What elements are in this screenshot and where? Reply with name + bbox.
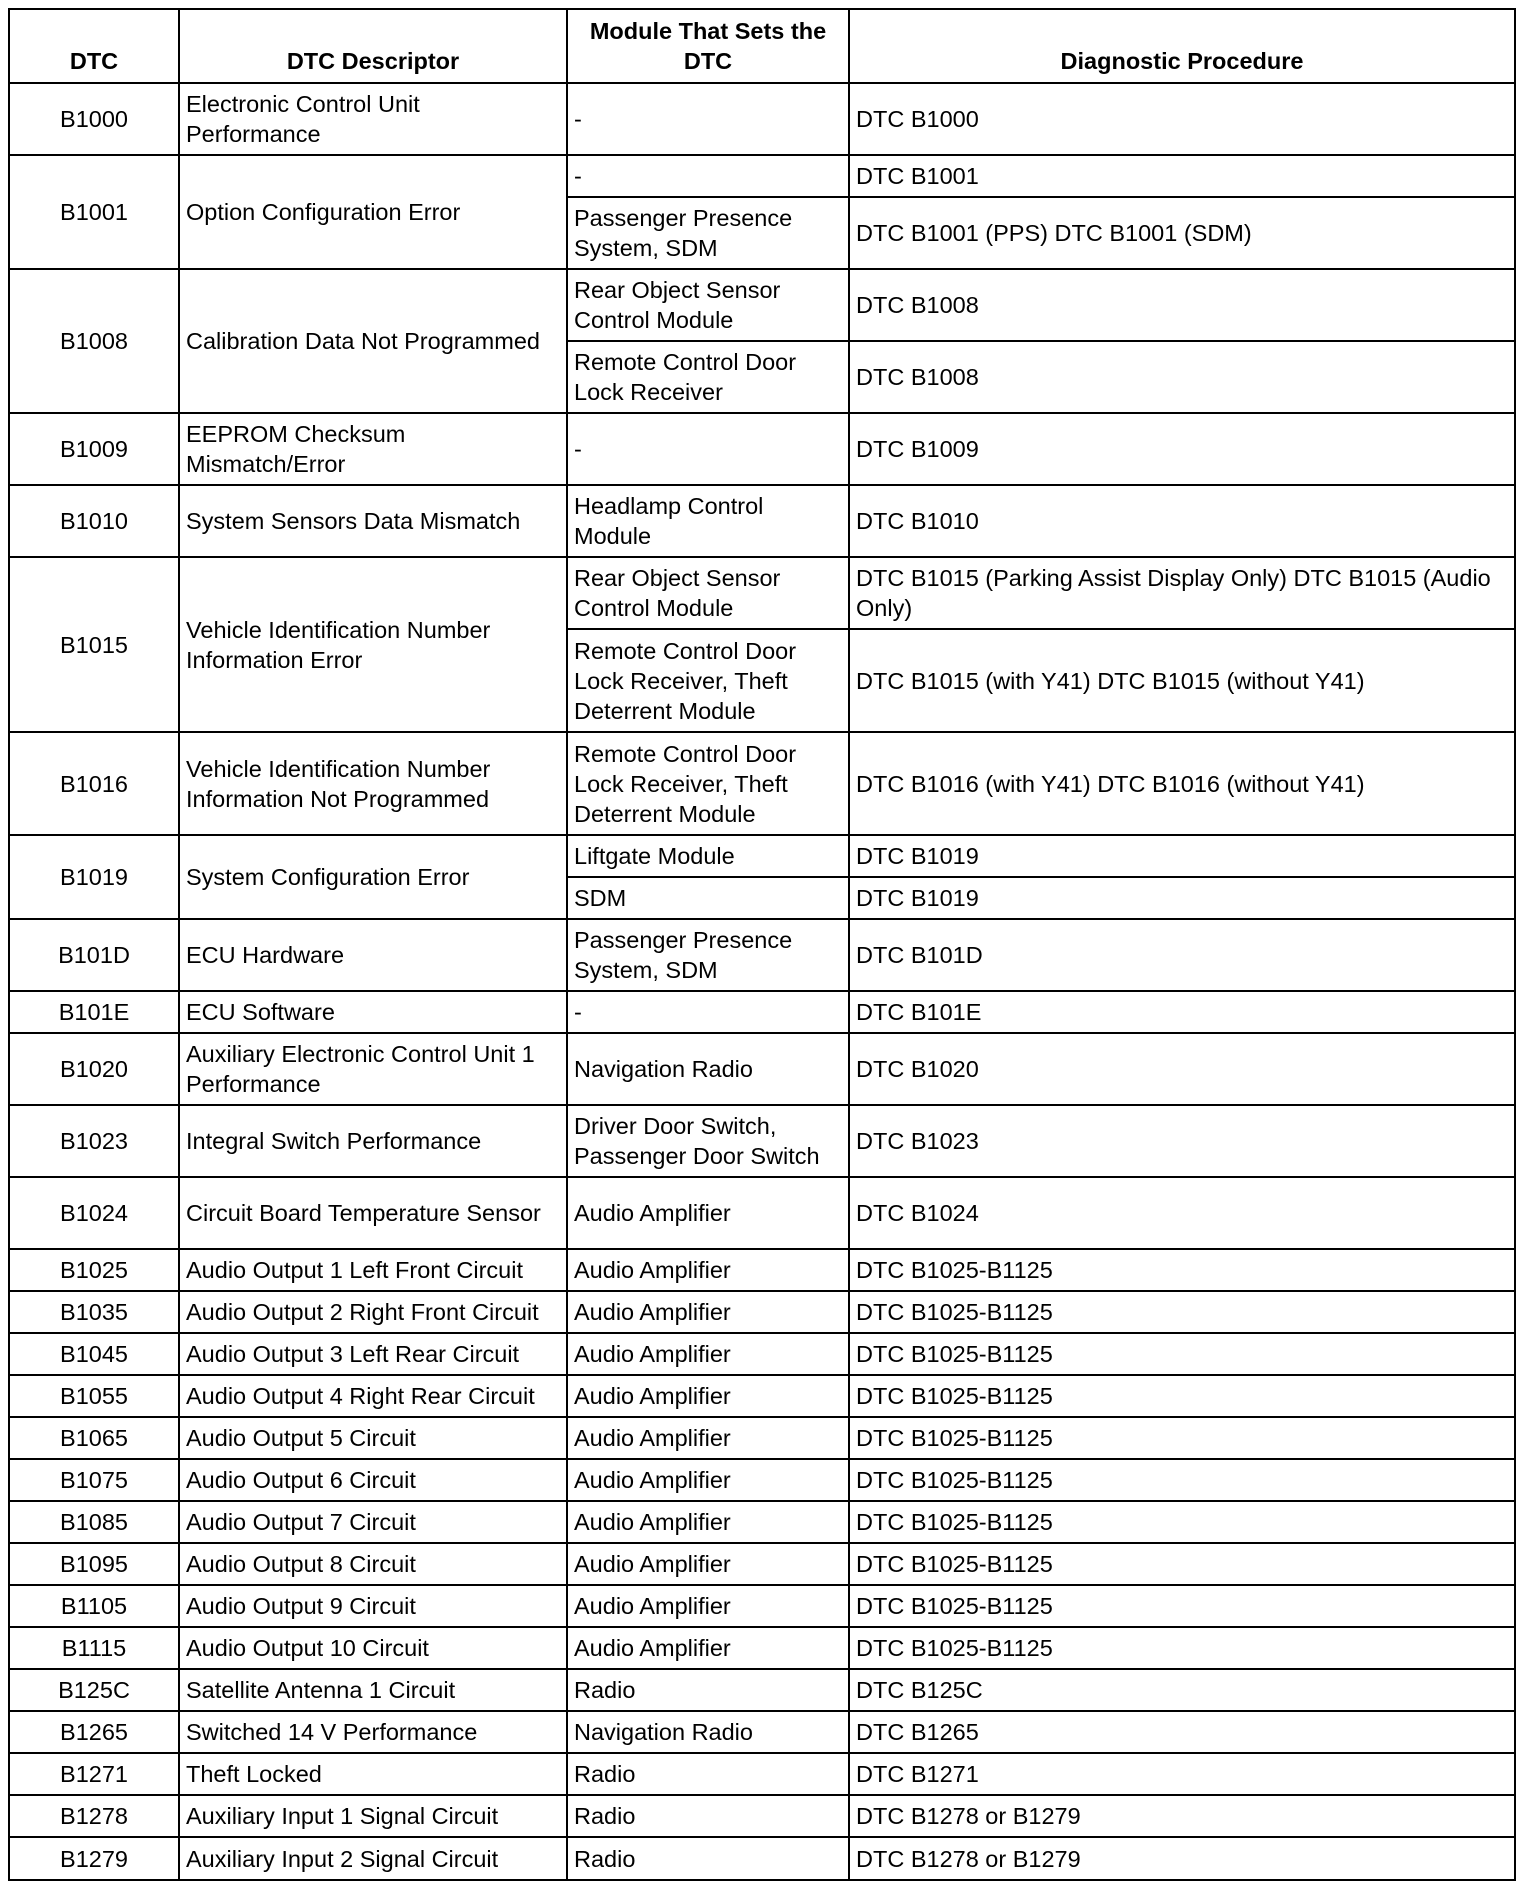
dtc-descriptor: Auxiliary Input 1 Signal Circuit — [179, 1795, 567, 1837]
dtc-code: B1019 — [9, 835, 179, 919]
header-procedure: Diagnostic Procedure — [849, 9, 1515, 83]
header-descriptor: DTC Descriptor — [179, 9, 567, 83]
dtc-code: B1000 — [9, 83, 179, 155]
dtc-descriptor: Audio Output 1 Left Front Circuit — [179, 1249, 567, 1291]
header-dtc: DTC — [9, 9, 179, 83]
dtc-code: B1075 — [9, 1459, 179, 1501]
setting-module: Audio Amplifier — [567, 1333, 849, 1375]
diagnostic-procedure: DTC B1025-B1125 — [849, 1291, 1515, 1333]
table-row — [9, 1105, 1515, 1177]
dtc-code: B1271 — [9, 1753, 179, 1795]
dtc-descriptor: Audio Output 7 Circuit — [179, 1501, 567, 1543]
dtc-code: B1065 — [9, 1417, 179, 1459]
diagnostic-procedure: DTC B1015 (with Y41) DTC B1015 (without Y41) — [849, 629, 1515, 732]
table-row — [9, 413, 1515, 485]
setting-module: Passenger Presence System, SDM — [567, 197, 849, 269]
diagnostic-procedure: DTC B1025-B1125 — [849, 1417, 1515, 1459]
dtc-descriptor: Audio Output 8 Circuit — [179, 1543, 567, 1585]
table-header — [9, 9, 1515, 83]
table-row — [9, 835, 1515, 877]
diagnostic-procedure: DTC B1024 — [849, 1177, 1515, 1249]
table-row — [9, 1711, 1515, 1753]
dtc-descriptor: Auxiliary Electronic Control Unit 1 Performance — [179, 1033, 567, 1105]
dtc-code: B1016 — [9, 732, 179, 835]
dtc-code: B1265 — [9, 1711, 179, 1753]
diagnostic-procedure: DTC B1010 — [849, 485, 1515, 557]
dtc-code: B1279 — [9, 1837, 179, 1880]
setting-module: - — [567, 413, 849, 485]
setting-module: Audio Amplifier — [567, 1459, 849, 1501]
dtc-code: B101D — [9, 919, 179, 991]
table-row — [9, 1837, 1515, 1880]
diagnostic-procedure: DTC B1008 — [849, 341, 1515, 413]
table-row — [9, 1627, 1515, 1669]
dtc-descriptor: Switched 14 V Performance — [179, 1711, 567, 1753]
table-row — [9, 1795, 1515, 1837]
dtc-code: B1095 — [9, 1543, 179, 1585]
dtc-descriptor: Vehicle Identification Number Information Error — [179, 557, 567, 732]
dtc-code: B1025 — [9, 1249, 179, 1291]
diagnostic-procedure: DTC B1025-B1125 — [849, 1543, 1515, 1585]
table-body — [9, 83, 1515, 1880]
dtc-code: B1024 — [9, 1177, 179, 1249]
setting-module: Rear Object Sensor Control Module — [567, 269, 849, 341]
setting-module: - — [567, 991, 849, 1033]
dtc-descriptor: Audio Output 5 Circuit — [179, 1417, 567, 1459]
diagnostic-procedure: DTC B1025-B1125 — [849, 1627, 1515, 1669]
setting-module: Radio — [567, 1669, 849, 1711]
setting-module: Liftgate Module — [567, 835, 849, 877]
header-module: Module That Sets the DTC — [567, 9, 849, 83]
dtc-table — [8, 8, 1516, 1881]
setting-module: Navigation Radio — [567, 1711, 849, 1753]
table-row — [9, 1291, 1515, 1333]
header-row — [9, 9, 1515, 83]
diagnostic-procedure: DTC B101D — [849, 919, 1515, 991]
table-row — [9, 155, 1515, 197]
diagnostic-procedure: DTC B1025-B1125 — [849, 1333, 1515, 1375]
dtc-descriptor: Audio Output 4 Right Rear Circuit — [179, 1375, 567, 1417]
dtc-descriptor: Integral Switch Performance — [179, 1105, 567, 1177]
table-row — [9, 991, 1515, 1033]
table-row — [9, 1033, 1515, 1105]
setting-module: Radio — [567, 1837, 849, 1880]
dtc-descriptor: Satellite Antenna 1 Circuit — [179, 1669, 567, 1711]
table-row — [9, 1669, 1515, 1711]
dtc-code: B1055 — [9, 1375, 179, 1417]
table-row — [9, 557, 1515, 629]
dtc-code: B1023 — [9, 1105, 179, 1177]
setting-module: Audio Amplifier — [567, 1501, 849, 1543]
dtc-descriptor: Audio Output 9 Circuit — [179, 1585, 567, 1627]
diagnostic-procedure: DTC B1278 or B1279 — [849, 1837, 1515, 1880]
diagnostic-procedure: DTC B1265 — [849, 1711, 1515, 1753]
table-row — [9, 1177, 1515, 1249]
dtc-code: B101E — [9, 991, 179, 1033]
diagnostic-procedure: DTC B1278 or B1279 — [849, 1795, 1515, 1837]
setting-module: Headlamp Control Module — [567, 485, 849, 557]
table-row — [9, 1543, 1515, 1585]
table-row — [9, 919, 1515, 991]
setting-module: - — [567, 83, 849, 155]
dtc-descriptor: Audio Output 10 Circuit — [179, 1627, 567, 1669]
diagnostic-procedure: DTC B125C — [849, 1669, 1515, 1711]
table-row — [9, 83, 1515, 155]
table-row — [9, 269, 1515, 341]
table-row — [9, 1417, 1515, 1459]
setting-module: SDM — [567, 877, 849, 919]
dtc-descriptor: Calibration Data Not Programmed — [179, 269, 567, 413]
dtc-code: B1035 — [9, 1291, 179, 1333]
diagnostic-procedure: DTC B1025-B1125 — [849, 1375, 1515, 1417]
diagnostic-procedure: DTC B1015 (Parking Assist Display Only) DTC B1015 (Audio Only) — [849, 557, 1515, 629]
dtc-descriptor: Audio Output 6 Circuit — [179, 1459, 567, 1501]
diagnostic-procedure: DTC B1025-B1125 — [849, 1501, 1515, 1543]
diagnostic-procedure: DTC B1019 — [849, 877, 1515, 919]
diagnostic-procedure: DTC B1020 — [849, 1033, 1515, 1105]
diagnostic-procedure: DTC B1008 — [849, 269, 1515, 341]
setting-module: Audio Amplifier — [567, 1627, 849, 1669]
dtc-code: B1115 — [9, 1627, 179, 1669]
diagnostic-procedure: DTC B1025-B1125 — [849, 1249, 1515, 1291]
table-row — [9, 485, 1515, 557]
setting-module: Radio — [567, 1795, 849, 1837]
diagnostic-procedure: DTC B1271 — [849, 1753, 1515, 1795]
setting-module: Audio Amplifier — [567, 1291, 849, 1333]
setting-module: Audio Amplifier — [567, 1375, 849, 1417]
setting-module: Audio Amplifier — [567, 1585, 849, 1627]
setting-module: Audio Amplifier — [567, 1249, 849, 1291]
diagnostic-procedure: DTC B1025-B1125 — [849, 1459, 1515, 1501]
setting-module: Navigation Radio — [567, 1033, 849, 1105]
diagnostic-procedure: DTC B1025-B1125 — [849, 1585, 1515, 1627]
setting-module: Rear Object Sensor Control Module — [567, 557, 849, 629]
setting-module: Audio Amplifier — [567, 1177, 849, 1249]
setting-module: Remote Control Door Lock Receiver — [567, 341, 849, 413]
dtc-descriptor: Audio Output 3 Left Rear Circuit — [179, 1333, 567, 1375]
table-row — [9, 1249, 1515, 1291]
dtc-descriptor: Audio Output 2 Right Front Circuit — [179, 1291, 567, 1333]
setting-module: - — [567, 155, 849, 197]
diagnostic-procedure: DTC B1023 — [849, 1105, 1515, 1177]
dtc-descriptor: Option Configuration Error — [179, 155, 567, 269]
dtc-descriptor: Circuit Board Temperature Sensor — [179, 1177, 567, 1249]
dtc-descriptor: Vehicle Identification Number Information Not Programmed — [179, 732, 567, 835]
setting-module: Audio Amplifier — [567, 1417, 849, 1459]
dtc-descriptor: System Sensors Data Mismatch — [179, 485, 567, 557]
dtc-code: B1278 — [9, 1795, 179, 1837]
table-row — [9, 1501, 1515, 1543]
dtc-code: B1085 — [9, 1501, 179, 1543]
setting-module: Passenger Presence System, SDM — [567, 919, 849, 991]
table-row — [9, 1375, 1515, 1417]
dtc-descriptor: ECU Software — [179, 991, 567, 1033]
diagnostic-procedure: DTC B1009 — [849, 413, 1515, 485]
dtc-descriptor: Auxiliary Input 2 Signal Circuit — [179, 1837, 567, 1880]
setting-module: Driver Door Switch, Passenger Door Switch — [567, 1105, 849, 1177]
setting-module: Remote Control Door Lock Receiver, Theft Deterrent Module — [567, 629, 849, 732]
dtc-code: B1009 — [9, 413, 179, 485]
dtc-code: B1008 — [9, 269, 179, 413]
table-row — [9, 732, 1515, 835]
diagnostic-procedure: DTC B1016 (with Y41) DTC B1016 (without Y41) — [849, 732, 1515, 835]
setting-module: Audio Amplifier — [567, 1543, 849, 1585]
diagnostic-procedure: DTC B1000 — [849, 83, 1515, 155]
dtc-descriptor: Theft Locked — [179, 1753, 567, 1795]
dtc-descriptor: EEPROM Checksum Mismatch/Error — [179, 413, 567, 485]
diagnostic-procedure: DTC B1001 — [849, 155, 1515, 197]
dtc-code: B1015 — [9, 557, 179, 732]
table-row — [9, 1585, 1515, 1627]
setting-module: Remote Control Door Lock Receiver, Theft Deterrent Module — [567, 732, 849, 835]
setting-module: Radio — [567, 1753, 849, 1795]
dtc-descriptor: ECU Hardware — [179, 919, 567, 991]
dtc-code: B1010 — [9, 485, 179, 557]
diagnostic-procedure: DTC B1001 (PPS) DTC B1001 (SDM) — [849, 197, 1515, 269]
dtc-descriptor: Electronic Control Unit Performance — [179, 83, 567, 155]
dtc-code: B1020 — [9, 1033, 179, 1105]
table-row — [9, 1459, 1515, 1501]
dtc-code: B125C — [9, 1669, 179, 1711]
table-row — [9, 1753, 1515, 1795]
dtc-descriptor: System Configuration Error — [179, 835, 567, 919]
diagnostic-procedure: DTC B1019 — [849, 835, 1515, 877]
table-row — [9, 1333, 1515, 1375]
diagnostic-procedure: DTC B101E — [849, 991, 1515, 1033]
dtc-code: B1105 — [9, 1585, 179, 1627]
dtc-code: B1045 — [9, 1333, 179, 1375]
dtc-code: B1001 — [9, 155, 179, 269]
